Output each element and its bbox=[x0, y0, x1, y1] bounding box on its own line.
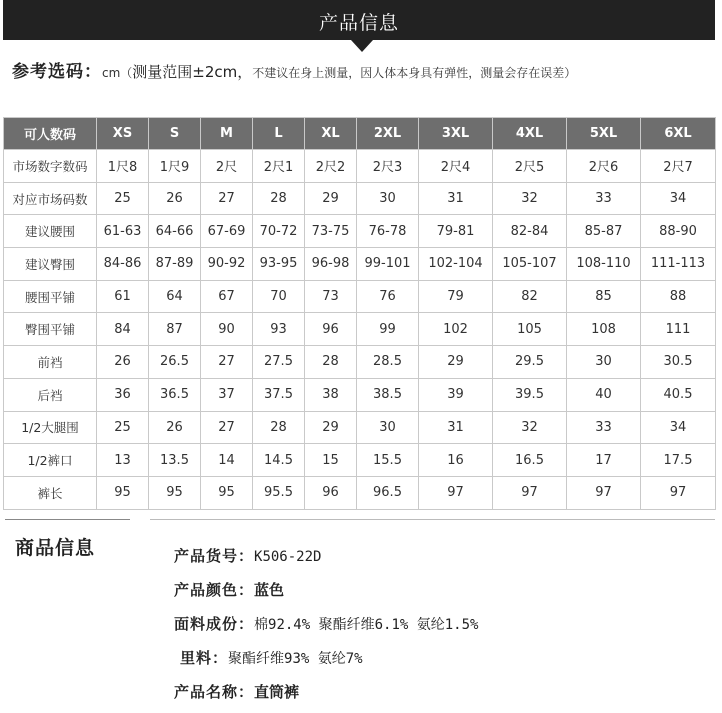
size-row bbox=[4, 248, 716, 281]
header-cell: 5XL bbox=[567, 118, 641, 150]
row-label-cell: 建议臀围 bbox=[4, 248, 97, 281]
size-value-cell: 105 bbox=[493, 313, 567, 346]
fabric-line bbox=[174, 613, 478, 634]
size-value-cell: 17 bbox=[567, 444, 641, 477]
size-value-cell: 16.5 bbox=[493, 444, 567, 477]
size-value-cell: 93 bbox=[253, 313, 305, 346]
row-label-cell: 前裆 bbox=[4, 346, 97, 379]
size-value-cell: 97 bbox=[641, 476, 716, 509]
fabric-value: 棉92.4% 聚酯纤维6.1% 氨纶1.5% bbox=[254, 617, 479, 633]
size-value-cell: 30 bbox=[357, 182, 419, 215]
size-value-cell: 61-63 bbox=[97, 215, 149, 248]
size-value-cell: 79-81 bbox=[419, 215, 493, 248]
size-value-cell: 26 bbox=[149, 411, 201, 444]
size-value-cell: 2尺2 bbox=[305, 150, 357, 183]
size-value-cell: 2尺4 bbox=[419, 150, 493, 183]
size-row bbox=[4, 346, 716, 379]
size-row bbox=[4, 215, 716, 248]
size-row bbox=[4, 280, 716, 313]
size-value-cell: 67-69 bbox=[201, 215, 253, 248]
size-value-cell: 40 bbox=[567, 378, 641, 411]
row-label-cell: 1/2裤口 bbox=[4, 444, 97, 477]
size-value-cell: 32 bbox=[493, 182, 567, 215]
size-value-cell: 36 bbox=[97, 378, 149, 411]
row-label-cell: 裤长 bbox=[4, 476, 97, 509]
size-value-cell: 90-92 bbox=[201, 248, 253, 281]
size-value-cell: 28.5 bbox=[357, 346, 419, 379]
note-text: 不建议在身上测量，因人体本身具有弹性，测量会存在误差） bbox=[252, 66, 577, 80]
banner-title: 产品信息 bbox=[318, 12, 399, 34]
size-value-cell: 95 bbox=[201, 476, 253, 509]
size-value-cell: 39.5 bbox=[493, 378, 567, 411]
size-value-cell: 25 bbox=[97, 182, 149, 215]
size-value-cell: 27 bbox=[201, 411, 253, 444]
size-value-cell: 1尺8 bbox=[97, 150, 149, 183]
size-value-cell: 73-75 bbox=[305, 215, 357, 248]
size-value-cell: 70-72 bbox=[253, 215, 305, 248]
header-cell: XL bbox=[305, 118, 357, 150]
size-header-row bbox=[4, 118, 716, 150]
size-value-cell: 26.5 bbox=[149, 346, 201, 379]
banner-pointer bbox=[351, 40, 373, 52]
goods-info-title: 商品信息 bbox=[15, 537, 96, 559]
size-value-cell: 37 bbox=[201, 378, 253, 411]
size-value-cell: 31 bbox=[419, 411, 493, 444]
size-value-cell: 85 bbox=[567, 280, 641, 313]
size-value-cell: 84 bbox=[97, 313, 149, 346]
size-value-cell: 2尺3 bbox=[357, 150, 419, 183]
item-number-line bbox=[174, 545, 321, 566]
size-value-cell: 27 bbox=[201, 182, 253, 215]
size-value-cell: 15.5 bbox=[357, 444, 419, 477]
size-value-cell: 29 bbox=[305, 182, 357, 215]
size-value-cell: 28 bbox=[253, 182, 305, 215]
size-value-cell: 16 bbox=[419, 444, 493, 477]
size-row bbox=[4, 411, 716, 444]
size-value-cell: 105-107 bbox=[493, 248, 567, 281]
size-value-cell: 29 bbox=[419, 346, 493, 379]
size-value-cell: 95.5 bbox=[253, 476, 305, 509]
size-value-cell: 13.5 bbox=[149, 444, 201, 477]
size-value-cell: 30 bbox=[357, 411, 419, 444]
size-value-cell: 26 bbox=[149, 182, 201, 215]
size-value-cell: 38 bbox=[305, 378, 357, 411]
size-value-cell: 97 bbox=[567, 476, 641, 509]
size-value-cell: 95 bbox=[149, 476, 201, 509]
size-value-cell: 26 bbox=[97, 346, 149, 379]
row-label-cell: 建议腰围 bbox=[4, 215, 97, 248]
reference-label: 参考选码： bbox=[12, 62, 102, 82]
size-row bbox=[4, 182, 716, 215]
size-value-cell: 1尺9 bbox=[149, 150, 201, 183]
size-value-cell: 38.5 bbox=[357, 378, 419, 411]
product-name-line bbox=[174, 681, 299, 702]
size-row bbox=[4, 150, 716, 183]
size-value-cell: 79 bbox=[419, 280, 493, 313]
size-row bbox=[4, 378, 716, 411]
size-value-cell: 73 bbox=[305, 280, 357, 313]
header-cell: 3XL bbox=[419, 118, 493, 150]
size-value-cell: 88 bbox=[641, 280, 716, 313]
size-value-cell: 27 bbox=[201, 346, 253, 379]
size-value-cell: 2尺6 bbox=[567, 150, 641, 183]
size-value-cell: 88-90 bbox=[641, 215, 716, 248]
size-value-cell: 99-101 bbox=[357, 248, 419, 281]
size-value-cell: 13 bbox=[97, 444, 149, 477]
size-value-cell: 14 bbox=[201, 444, 253, 477]
row-label-cell: 对应市场码数 bbox=[4, 182, 97, 215]
size-value-cell: 87-89 bbox=[149, 248, 201, 281]
size-value-cell: 32 bbox=[493, 411, 567, 444]
size-value-cell: 95 bbox=[97, 476, 149, 509]
size-value-cell: 99 bbox=[357, 313, 419, 346]
size-value-cell: 96 bbox=[305, 313, 357, 346]
size-row bbox=[4, 476, 716, 509]
size-reference-note bbox=[12, 62, 712, 83]
header-cell: M bbox=[201, 118, 253, 150]
size-value-cell: 90 bbox=[201, 313, 253, 346]
lining-value: 聚酯纤维93% 氨纶7% bbox=[228, 651, 363, 667]
size-value-cell: 108-110 bbox=[567, 248, 641, 281]
fabric-label: 面料成份： bbox=[174, 615, 255, 633]
size-chart-table bbox=[3, 117, 716, 510]
item-number-label: 产品货号： bbox=[174, 547, 255, 565]
size-value-cell: 70 bbox=[253, 280, 305, 313]
header-cell: 6XL bbox=[641, 118, 716, 150]
size-value-cell: 17.5 bbox=[641, 444, 716, 477]
product-info-banner bbox=[3, 0, 715, 40]
lining-label: 里料： bbox=[180, 649, 229, 667]
size-value-cell: 2尺7 bbox=[641, 150, 716, 183]
section-divider-left bbox=[5, 519, 130, 520]
row-label-cell: 臀围平铺 bbox=[4, 313, 97, 346]
size-value-cell: 82 bbox=[493, 280, 567, 313]
size-value-cell: 39 bbox=[419, 378, 493, 411]
row-label-cell: 后裆 bbox=[4, 378, 97, 411]
size-value-cell: 96.5 bbox=[357, 476, 419, 509]
size-value-cell: 33 bbox=[567, 182, 641, 215]
header-cell: L bbox=[253, 118, 305, 150]
header-cell: 2XL bbox=[357, 118, 419, 150]
item-number-value: K506-22D bbox=[254, 549, 322, 565]
size-value-cell: 27.5 bbox=[253, 346, 305, 379]
size-value-cell: 28 bbox=[253, 411, 305, 444]
size-value-cell: 97 bbox=[493, 476, 567, 509]
size-value-cell: 34 bbox=[641, 182, 716, 215]
size-value-cell: 14.5 bbox=[253, 444, 305, 477]
color-line bbox=[174, 579, 284, 600]
size-value-cell: 93-95 bbox=[253, 248, 305, 281]
size-value-cell: 64-66 bbox=[149, 215, 201, 248]
size-value-cell: 64 bbox=[149, 280, 201, 313]
size-value-cell: 30 bbox=[567, 346, 641, 379]
range-text: 测量范围±2cm， bbox=[132, 63, 253, 81]
size-value-cell: 25 bbox=[97, 411, 149, 444]
product-name-value: 直筒裤 bbox=[254, 683, 300, 701]
header-cell: 4XL bbox=[493, 118, 567, 150]
size-value-cell: 31 bbox=[419, 182, 493, 215]
size-value-cell: 102-104 bbox=[419, 248, 493, 281]
size-value-cell: 96-98 bbox=[305, 248, 357, 281]
size-value-cell: 85-87 bbox=[567, 215, 641, 248]
size-value-cell: 84-86 bbox=[97, 248, 149, 281]
size-value-cell: 111-113 bbox=[641, 248, 716, 281]
size-value-cell: 2尺1 bbox=[253, 150, 305, 183]
size-value-cell: 76-78 bbox=[357, 215, 419, 248]
size-value-cell: 37.5 bbox=[253, 378, 305, 411]
size-value-cell: 108 bbox=[567, 313, 641, 346]
size-value-cell: 61 bbox=[97, 280, 149, 313]
size-value-cell: 82-84 bbox=[493, 215, 567, 248]
size-value-cell: 96 bbox=[305, 476, 357, 509]
size-row bbox=[4, 444, 716, 477]
size-value-cell: 2尺 bbox=[201, 150, 253, 183]
header-cell: S bbox=[149, 118, 201, 150]
size-value-cell: 102 bbox=[419, 313, 493, 346]
size-value-cell: 111 bbox=[641, 313, 716, 346]
header-cell: XS bbox=[97, 118, 149, 150]
size-table-body bbox=[4, 150, 716, 510]
size-value-cell: 36.5 bbox=[149, 378, 201, 411]
row-label-cell: 市场数字数码 bbox=[4, 150, 97, 183]
size-value-cell: 28 bbox=[305, 346, 357, 379]
color-value: 蓝色 bbox=[254, 581, 285, 599]
size-value-cell: 67 bbox=[201, 280, 253, 313]
size-value-cell: 34 bbox=[641, 411, 716, 444]
size-value-cell: 29 bbox=[305, 411, 357, 444]
size-value-cell: 2尺5 bbox=[493, 150, 567, 183]
size-value-cell: 33 bbox=[567, 411, 641, 444]
row-label-cell: 腰围平铺 bbox=[4, 280, 97, 313]
product-name-label: 产品名称： bbox=[174, 683, 255, 701]
lining-line bbox=[180, 647, 363, 668]
unit-text: cm（ bbox=[102, 66, 133, 80]
color-label: 产品颜色： bbox=[174, 581, 255, 599]
size-value-cell: 30.5 bbox=[641, 346, 716, 379]
row-label-cell: 1/2大腿围 bbox=[4, 411, 97, 444]
size-value-cell: 15 bbox=[305, 444, 357, 477]
size-value-cell: 97 bbox=[419, 476, 493, 509]
section-divider-right bbox=[150, 519, 715, 520]
size-value-cell: 87 bbox=[149, 313, 201, 346]
header-cell: 可人数码 bbox=[4, 118, 97, 150]
size-value-cell: 76 bbox=[357, 280, 419, 313]
size-value-cell: 29.5 bbox=[493, 346, 567, 379]
size-value-cell: 40.5 bbox=[641, 378, 716, 411]
size-row bbox=[4, 313, 716, 346]
